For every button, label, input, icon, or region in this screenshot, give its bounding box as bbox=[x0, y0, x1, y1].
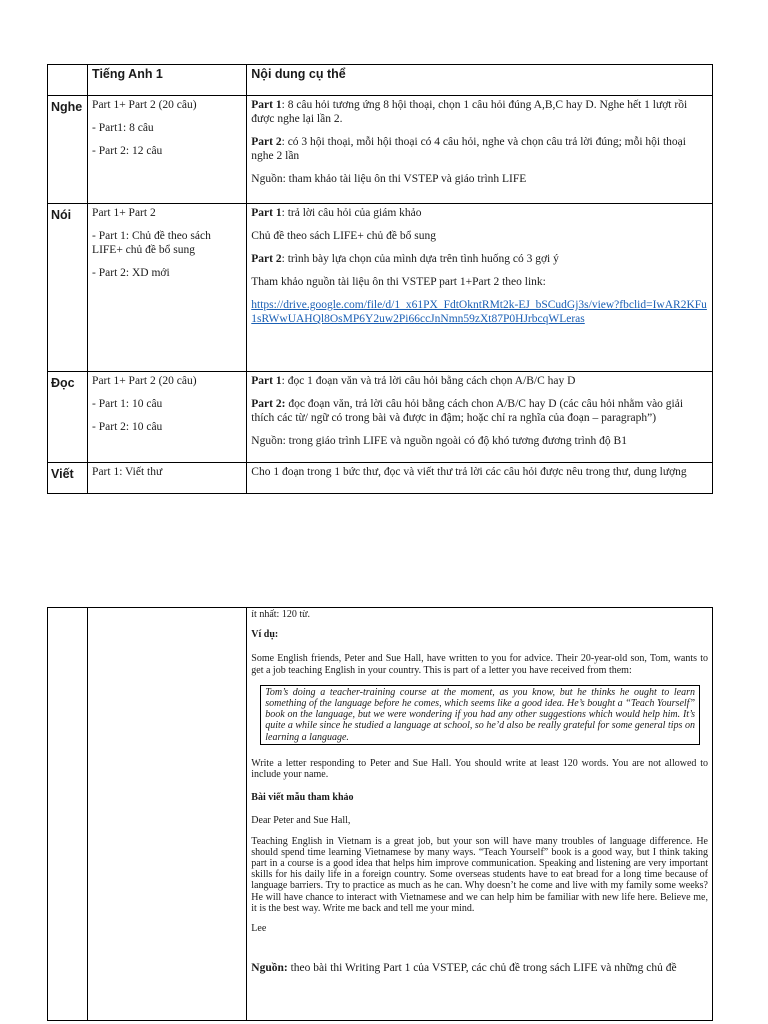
header-cell-empty bbox=[48, 65, 88, 96]
summary-line: Part 1+ Part 2 (20 câu) bbox=[92, 99, 197, 111]
table-row-writing bbox=[48, 463, 713, 494]
source-note: Nguồn: theo bài thi Writing Part 1 của VSTEP, các chủ đề trong sách LIFE và những chủ đề bbox=[251, 962, 677, 975]
summary-line: Part 1+ Part 2 (20 câu) bbox=[92, 375, 197, 387]
task-instruction: Write a letter responding to Peter and Sue Hall. You should write at least 120 words. You are not allowed to include your name. bbox=[251, 757, 708, 781]
details-cell bbox=[247, 372, 713, 463]
detail-paragraph: Part 2: đọc đoạn văn, trả lời câu hỏi bằng cách chon A/B/C hay D (các câu hỏi nhằm vào giải thích các từ/ ngữ có trong bài và được in đậm; hoặc chỉ ra nghĩa của đoạn – paragraph”) bbox=[251, 398, 684, 424]
details-cell bbox=[247, 463, 713, 494]
detail-paragraph bbox=[251, 298, 708, 326]
writing-continuation-table bbox=[47, 607, 713, 1021]
empty-skill-cell bbox=[48, 608, 88, 1021]
summary-cell bbox=[88, 204, 247, 372]
summary-line: - Part 1: 10 câu bbox=[92, 398, 163, 410]
summary-line: - Part1: 8 câu bbox=[92, 122, 154, 134]
letter-signature: Lee bbox=[251, 923, 267, 935]
detail-paragraph: Part 1: 8 câu hỏi tương ứng 8 hội thoại, chọn 1 câu hỏi đúng A,B,C hay D. Nghe hết 1 lượt rồi được nghe lại lần 2. bbox=[251, 99, 688, 125]
detail-paragraph: Part 1: đọc 1 đoạn văn và trả lời câu hỏi bằng cách chọn A/B/C hay D bbox=[251, 375, 576, 387]
table-row-listening bbox=[48, 96, 713, 204]
continuation-text: ít nhất: 120 từ. bbox=[251, 609, 311, 620]
detail-paragraph: Nguồn: trong giáo trình LIFE và nguồn ngoài có độ khó tương đương trình độ B1 bbox=[251, 435, 627, 447]
detail-paragraph: Cho 1 đoạn trong 1 bức thư, đọc và viết thư trả lời các câu hỏi được nêu trong thư, dung lượng bbox=[251, 466, 687, 478]
table-header-row bbox=[48, 65, 713, 96]
detail-paragraph: Tham khảo nguồn tài liệu ôn thi VSTEP part 1+Part 2 theo link: bbox=[251, 276, 546, 288]
letter-excerpt-box: Tom’s doing a teacher-training course at the moment, as you know, but he thinks he ought to learn something of the language before he comes, which seems like a good idea. He’s bought a “Teach Yourself” book on the language, but we were wondering if you had any other suggestions which would help him. It’s quite a while since he studied a language at school, so he’d also be really grateful for some general tips on learning a language. bbox=[260, 685, 700, 745]
skill-label: Nói bbox=[48, 204, 88, 372]
summary-line: - Part 1: Chủ đề theo sách LIFE+ chủ đề bổ sung bbox=[92, 230, 211, 256]
summary-cell bbox=[88, 96, 247, 204]
empty-summary-cell bbox=[88, 608, 247, 1021]
header-cell-content: Nội dung cụ thể bbox=[247, 65, 713, 96]
writing-example-cell bbox=[247, 608, 713, 1021]
skill-label: Nghe bbox=[48, 96, 88, 204]
summary-cell bbox=[88, 463, 247, 494]
detail-paragraph: Nguồn: tham khảo tài liệu ôn thi VSTEP và giáo trình LIFE bbox=[251, 173, 527, 185]
summary-line: - Part 2: XD mới bbox=[92, 267, 170, 279]
skill-label: Viết bbox=[48, 463, 88, 494]
summary-line: Part 1+ Part 2 bbox=[92, 207, 156, 219]
detail-paragraph: Part 2: trình bày lựa chọn của mình dựa trên tình huống có 3 gợi ý bbox=[251, 253, 559, 265]
summary-line: Part 1: Viết thư bbox=[92, 466, 163, 478]
drive-link[interactable]: https://drive.google.com/file/d/1_x61PX_FdtOkntRMt2k-EJ_bSCudGj3s/view?fbclid=IwAR2KFu1sRWwUAHQl8OsMP6Y2uw2Pi66ccJnNmn59zXt87P0HJrbcqWLeras bbox=[251, 299, 707, 325]
summary-line: - Part 2: 10 câu bbox=[92, 421, 163, 433]
summary-line: - Part 2: 12 câu bbox=[92, 145, 163, 157]
detail-paragraph: Chủ đề theo sách LIFE+ chủ đề bổ sung bbox=[251, 230, 436, 242]
skill-label: Đọc bbox=[48, 372, 88, 463]
task-prompt: Some English friends, Peter and Sue Hall, have written to you for advice. Their 20-year-old son, Tom, wants to get a job teaching English in your country. This is part of a letter you have received from them: bbox=[251, 653, 708, 676]
details-cell bbox=[247, 96, 713, 204]
exam-structure-table bbox=[47, 64, 713, 494]
letter-greeting: Dear Peter and Sue Hall, bbox=[251, 815, 351, 827]
table-row-reading bbox=[48, 372, 713, 463]
header-cell-course: Tiếng Anh 1 bbox=[88, 65, 247, 96]
sample-label: Bài viết mẫu tham khảo bbox=[251, 792, 354, 804]
table-row-speaking bbox=[48, 204, 713, 372]
detail-paragraph: Part 1: trả lời câu hỏi của giám khảo bbox=[251, 207, 422, 219]
summary-cell bbox=[88, 372, 247, 463]
detail-paragraph: Part 2: có 3 hội thoại, mỗi hội thoại có 4 câu hỏi, nghe và chọn câu trả lời đúng; mỗi hội thoại nghe 2 lần bbox=[251, 136, 686, 162]
table-row-writing-continued bbox=[48, 608, 713, 1021]
letter-body: Teaching English in Vietnam is a great job, but your son will have many troubles of language difference. He should spend time learning Vietnamese by many ways. “Teach Yourself” book is a good way, but I think taking part in a course is a good idea that helps him improve communication. Speaking and listening are very important skills for his daily life in a foreign country. Some overseas students have to eat bread for a long time because of language barriers. Try to practice as much as he can. Why doesn’t he come and live with my family some weeks? He will have chance to interact with Vietnamese and we can help him be familiar with new life here. Believe me, it is the best way. Write me back and tell me your mind. bbox=[251, 835, 708, 914]
example-label: Ví dụ: bbox=[251, 629, 279, 641]
sample-letter bbox=[251, 815, 708, 934]
details-cell bbox=[247, 204, 713, 372]
